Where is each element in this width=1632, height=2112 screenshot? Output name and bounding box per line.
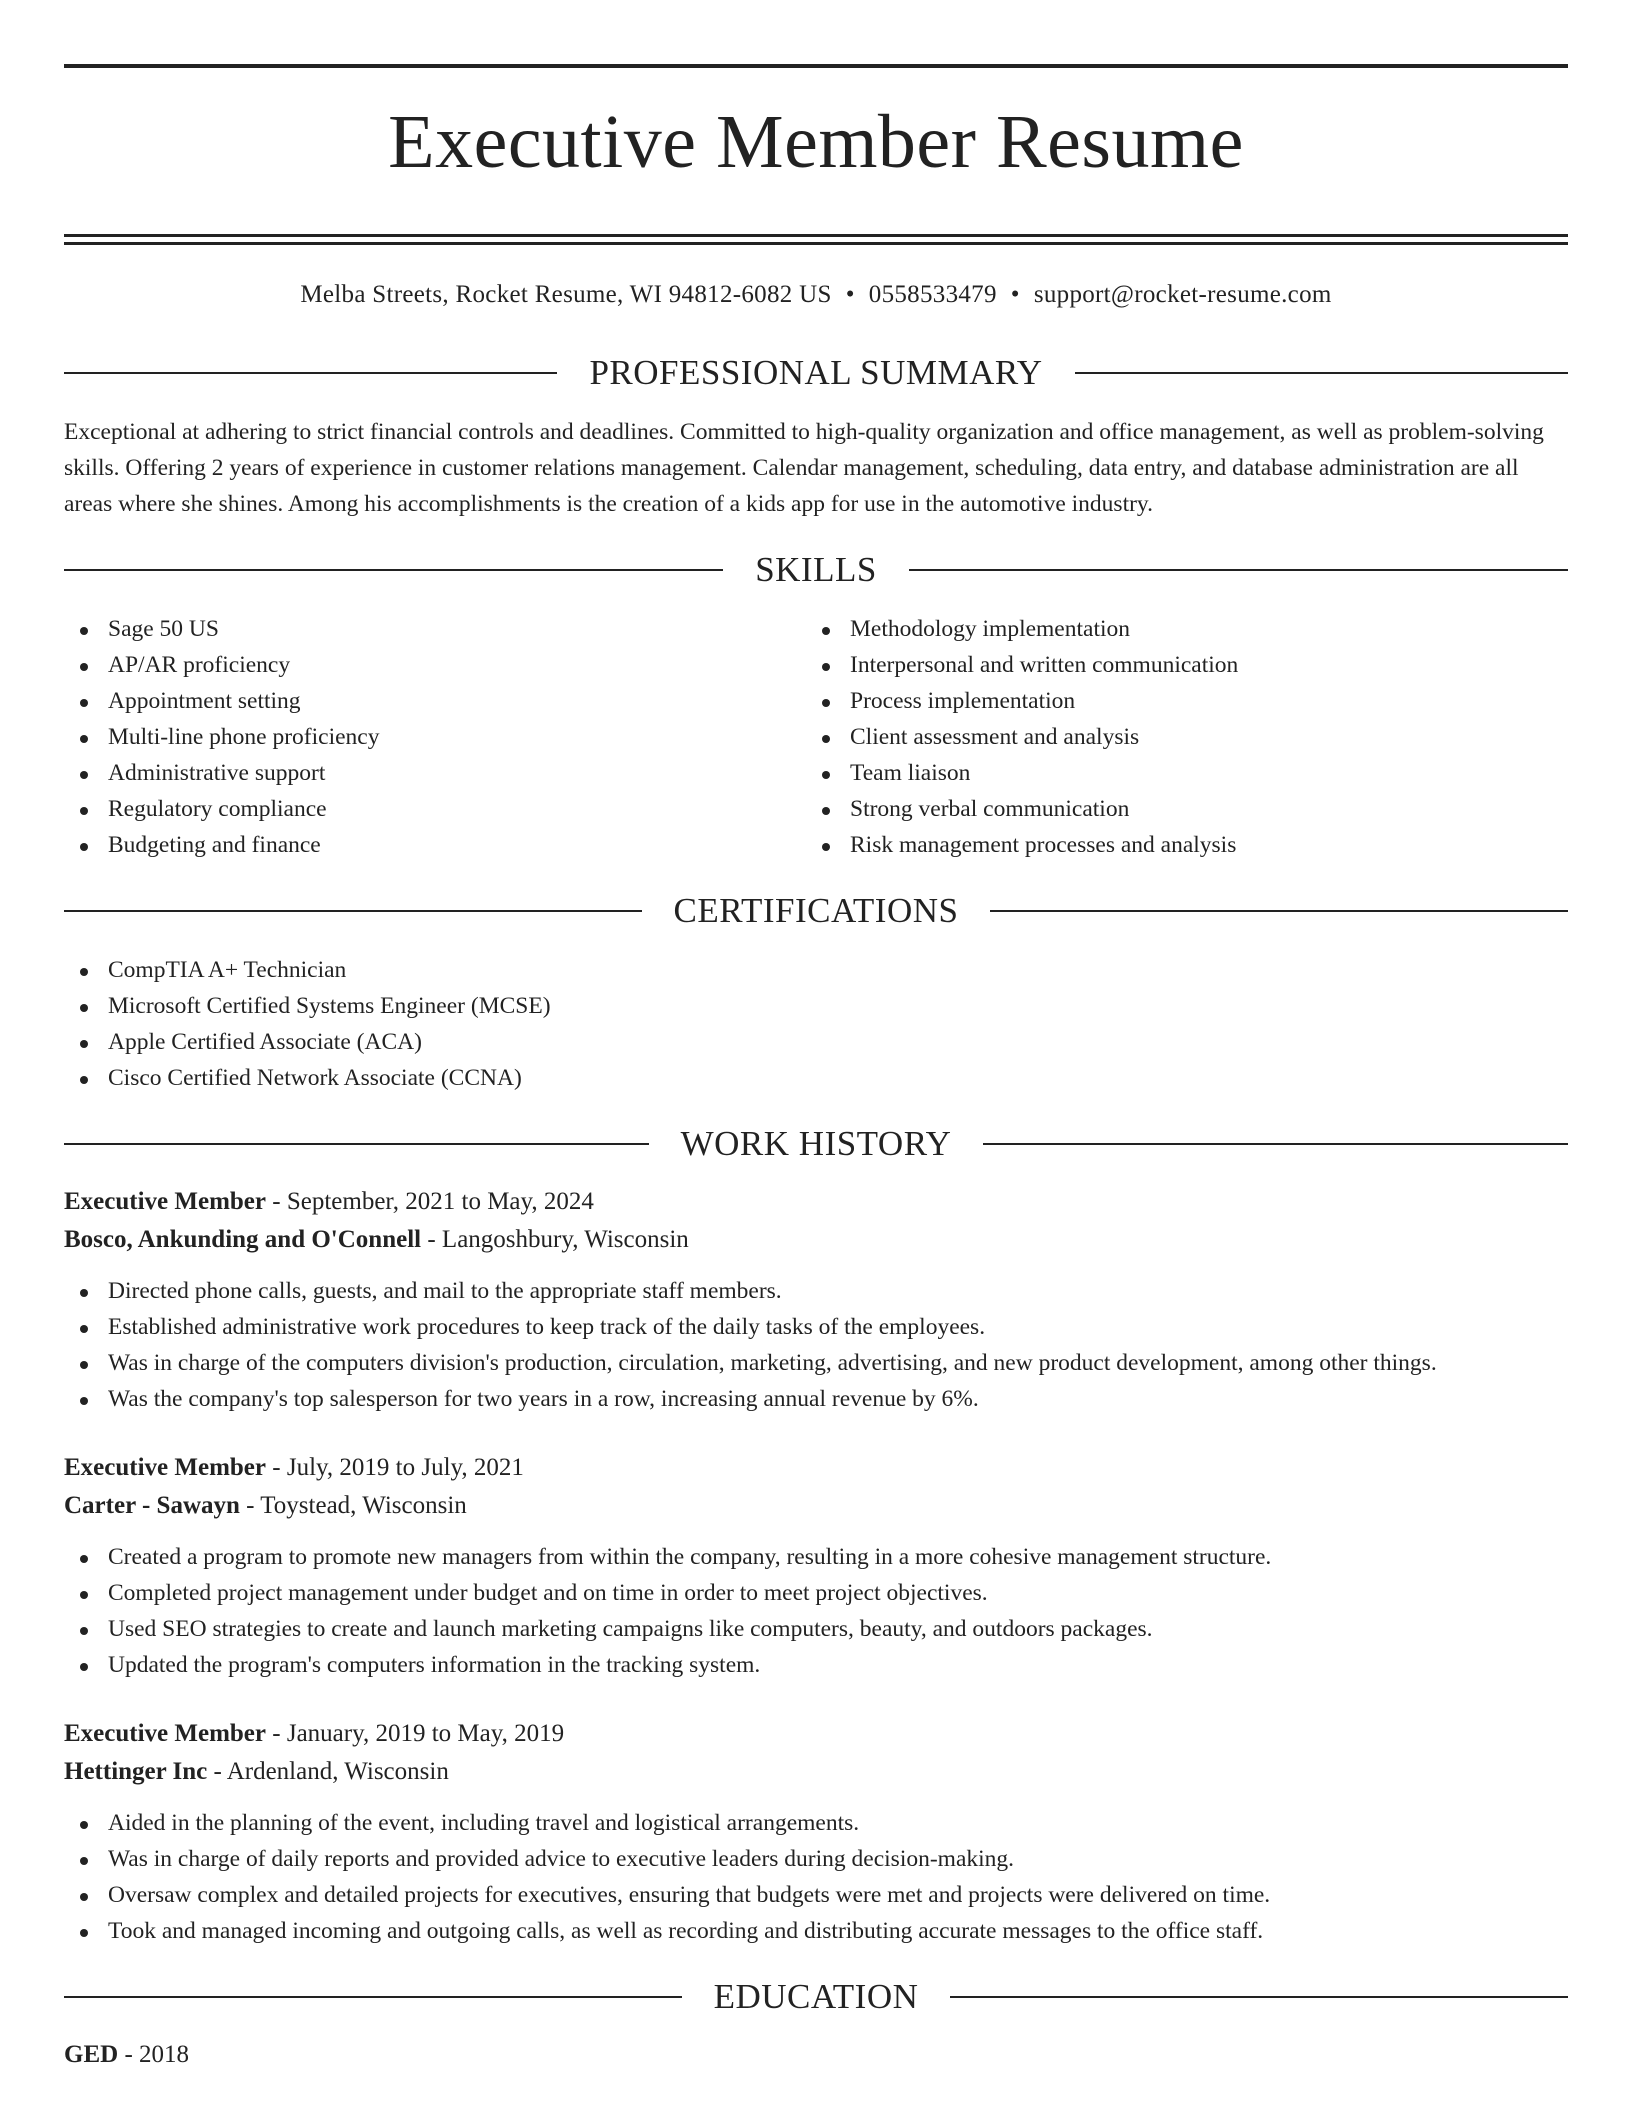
skills-column-left [64, 611, 806, 863]
job-dates: - September, 2021 to May, 2024 [266, 1188, 594, 1215]
job-duty-item: Created a program to promote new managers from within the company, resulting in a more cohesive management structure. [64, 1539, 1568, 1575]
job-title: Executive Member [64, 1720, 267, 1747]
heading-rule [990, 910, 1568, 912]
skill-item: Team liaison [806, 755, 1548, 791]
job-company: Hettinger Inc [64, 1758, 208, 1785]
job-duties [64, 1805, 1568, 1949]
resume-title: Executive Member Resume [388, 100, 1244, 184]
certifications-heading [64, 893, 1568, 928]
certifications-heading-label: CERTIFICATIONS [673, 891, 959, 930]
job-duty-item: Took and managed incoming and outgoing calls, as well as recording and distributing accurate messages to the office staff. [64, 1913, 1568, 1949]
certification-item: Microsoft Certified Systems Engineer (MCSE) [64, 988, 1568, 1024]
job-location: - Ardenland, Wisconsin [207, 1758, 449, 1785]
contact-address: Melba Streets, Rocket Resume, WI 94812-6082 US [300, 281, 832, 308]
job-company: Carter - Sawayn [64, 1492, 240, 1519]
skill-item: Interpersonal and written communication [806, 647, 1548, 683]
job-entry [64, 1715, 1568, 1949]
heading-rule [64, 569, 723, 571]
skill-item: Sage 50 US [64, 611, 806, 647]
certification-item: Apple Certified Associate (ACA) [64, 1024, 1568, 1060]
job-duty-item: Was in charge of daily reports and provided advice to executive leaders during decision-making. [64, 1841, 1568, 1877]
job-company: Bosco, Ankunding and O'Connell [64, 1226, 422, 1253]
education-heading [64, 1979, 1568, 2014]
job-title-line [64, 1183, 1568, 1221]
contact-separator: • [1010, 281, 1020, 308]
job-duty-item: Aided in the planning of the event, including travel and logistical arrangements. [64, 1805, 1568, 1841]
summary-text: Exceptional at adhering to strict financial controls and deadlines. Committed to high-quality organization and office management, as well as problem-solving skills. Offering 2 years of experience in customer relations management. Calendar management, scheduling, data entry, and database administration are all areas where she shines. Among his accomplishments is the creation of a kids app for use in the automotive industry. [64, 419, 1544, 517]
skill-item: Client assessment and analysis [806, 719, 1548, 755]
certification-item: CompTIA A+ Technician [64, 952, 1568, 988]
job-title-line [64, 1715, 1568, 1753]
summary-heading-label: PROFESSIONAL SUMMARY [589, 353, 1043, 392]
contact-phone: 0558533479 [868, 281, 997, 308]
work-history-heading [64, 1126, 1568, 1161]
contact-email[interactable]: support@rocket-resume.com [1033, 281, 1332, 308]
education-year: - 2018 [118, 2041, 190, 2068]
job-location: - Toystead, Wisconsin [239, 1492, 467, 1519]
education-degree: GED [64, 2041, 119, 2068]
heading-rule [983, 1143, 1568, 1145]
job-duty-item: Was the company's top salesperson for two years in a row, increasing annual revenue by 6%. [64, 1381, 1568, 1417]
skill-item: Regulatory compliance [64, 791, 806, 827]
heading-rule [950, 1996, 1568, 1998]
job-duty-item: Used SEO strategies to create and launch marketing campaigns like computers, beauty, and outdoors packages. [64, 1611, 1568, 1647]
job-duties [64, 1539, 1568, 1683]
skill-item: Methodology implementation [806, 611, 1548, 647]
job-dates: - July, 2019 to July, 2021 [266, 1454, 524, 1481]
skill-item: Strong verbal communication [806, 791, 1548, 827]
job-location: - Langoshbury, Wisconsin [421, 1226, 689, 1253]
heading-rule [64, 372, 557, 374]
job-duty-item: Was in charge of the computers division's production, circulation, marketing, advertising, and new product development, among other things. [64, 1345, 1568, 1381]
job-duty-item: Completed project management under budget and on time in order to meet project objectives. [64, 1575, 1568, 1611]
heading-rule [64, 1996, 682, 1998]
skill-item: AP/AR proficiency [64, 647, 806, 683]
skills-column-right [806, 611, 1548, 863]
skills-heading [64, 552, 1568, 587]
skill-item: Appointment setting [64, 683, 806, 719]
job-entry [64, 1183, 1568, 1417]
job-company-line [64, 1487, 1568, 1525]
contact-line [64, 281, 1568, 313]
job-title: Executive Member [64, 1454, 267, 1481]
skills-heading-label: SKILLS [755, 550, 877, 589]
skill-item: Multi-line phone proficiency [64, 719, 806, 755]
job-duty-item: Directed phone calls, guests, and mail to the appropriate staff members. [64, 1273, 1568, 1309]
heading-rule [909, 569, 1568, 571]
job-duty-item: Oversaw complex and detailed projects for executives, ensuring that budgets were met and projects were delivered on time. [64, 1877, 1568, 1913]
job-company-line [64, 1753, 1568, 1791]
summary-heading [64, 355, 1568, 390]
job-title-line [64, 1449, 1568, 1487]
education-entry [64, 2036, 1568, 2074]
education-heading-label: EDUCATION [713, 1977, 919, 2016]
heading-rule [64, 910, 642, 912]
skills-list [64, 611, 1568, 863]
contact-separator: • [845, 281, 855, 308]
job-duty-item: Established administrative work procedures to keep track of the daily tasks of the employees. [64, 1309, 1568, 1345]
job-title: Executive Member [64, 1188, 267, 1215]
certifications-list [64, 952, 1568, 1096]
certification-item: Cisco Certified Network Associate (CCNA) [64, 1060, 1568, 1096]
job-duty-item: Updated the program's computers information in the tracking system. [64, 1647, 1568, 1683]
job-entry [64, 1449, 1568, 1683]
skill-item: Risk management processes and analysis [806, 827, 1548, 863]
top-rule [64, 64, 1568, 68]
job-duties [64, 1273, 1568, 1417]
heading-rule [64, 1143, 649, 1145]
skill-item: Process implementation [806, 683, 1548, 719]
work-history-heading-label: WORK HISTORY [680, 1124, 952, 1163]
heading-rule [1075, 372, 1568, 374]
skill-item: Administrative support [64, 755, 806, 791]
skill-item: Budgeting and finance [64, 827, 806, 863]
title-double-rule [64, 234, 1568, 245]
job-dates: - January, 2019 to May, 2019 [266, 1720, 565, 1747]
job-company-line [64, 1221, 1568, 1259]
